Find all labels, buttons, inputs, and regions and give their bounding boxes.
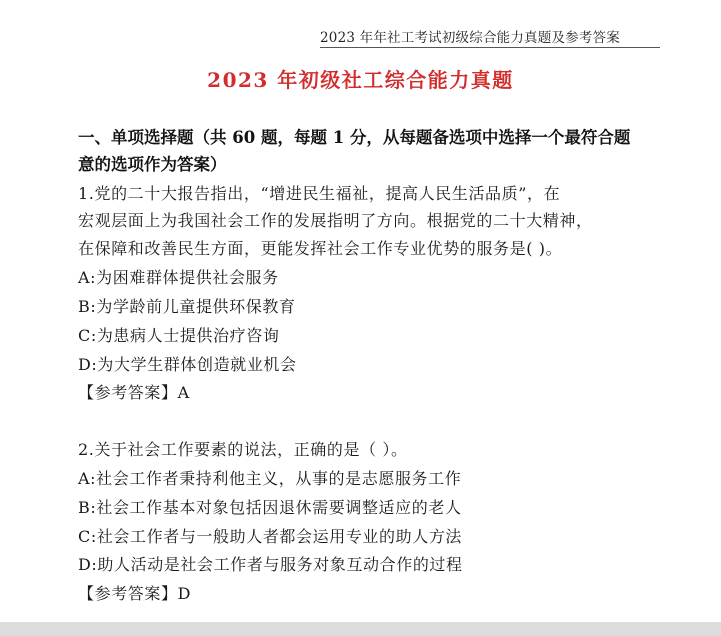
running-header: 2023 年年社工考试初级综合能力真题及参考答案 — [320, 30, 620, 46]
viewer-bottom-bar — [0, 622, 721, 636]
question-2-answer: 【参考答案】D — [78, 584, 192, 603]
question-1-option-d: D:为大学生群体创造就业机会 — [78, 355, 297, 374]
question-1-option-c: C:为患病人士提供治疗咨询 — [78, 326, 280, 345]
question-2-option-c: C:社会工作者与一般助人者都会运用专业的助人方法 — [78, 527, 463, 546]
section-heading: 一、单项选择题（共 60 题，每题 1 分，从每题备选项中选择一个最符合题意的选项作为答案） — [78, 128, 631, 174]
question-1-option-a: A:为困难群体提供社会服务 — [78, 268, 279, 287]
question-1-stem-line-2: 宏观层面上为我国社会工作的发展指明了方向。根据党的二十大精神， — [78, 211, 593, 230]
question-2-option-d: D:助人活动是社会工作者与服务对象互动合作的过程 — [78, 555, 463, 574]
header-rule — [320, 47, 660, 48]
question-1-answer: 【参考答案】A — [78, 383, 190, 402]
question-2-option-b: B:社会工作基本对象包括因退休需要调整适应的老人 — [78, 498, 462, 517]
question-2-option-a: A:社会工作者秉持利他主义，从事的是志愿服务工作 — [78, 469, 462, 488]
document-title: 2023 年初级社工综合能力真题 — [207, 68, 514, 92]
question-1-stem-line-1: 1.党的二十大报告指出，“增进民生福祉，提高人民生活品质”，在 — [78, 184, 561, 203]
question-1-option-b: B:为学龄前儿童提供环保教育 — [78, 297, 296, 316]
question-1-stem-line-3: 在保障和改善民生方面，更能发挥社会工作专业优势的服务是( )。 — [78, 239, 563, 258]
question-2-stem-line-1: 2.关于社会工作要素的说法，正确的是（ ）。 — [78, 440, 408, 459]
